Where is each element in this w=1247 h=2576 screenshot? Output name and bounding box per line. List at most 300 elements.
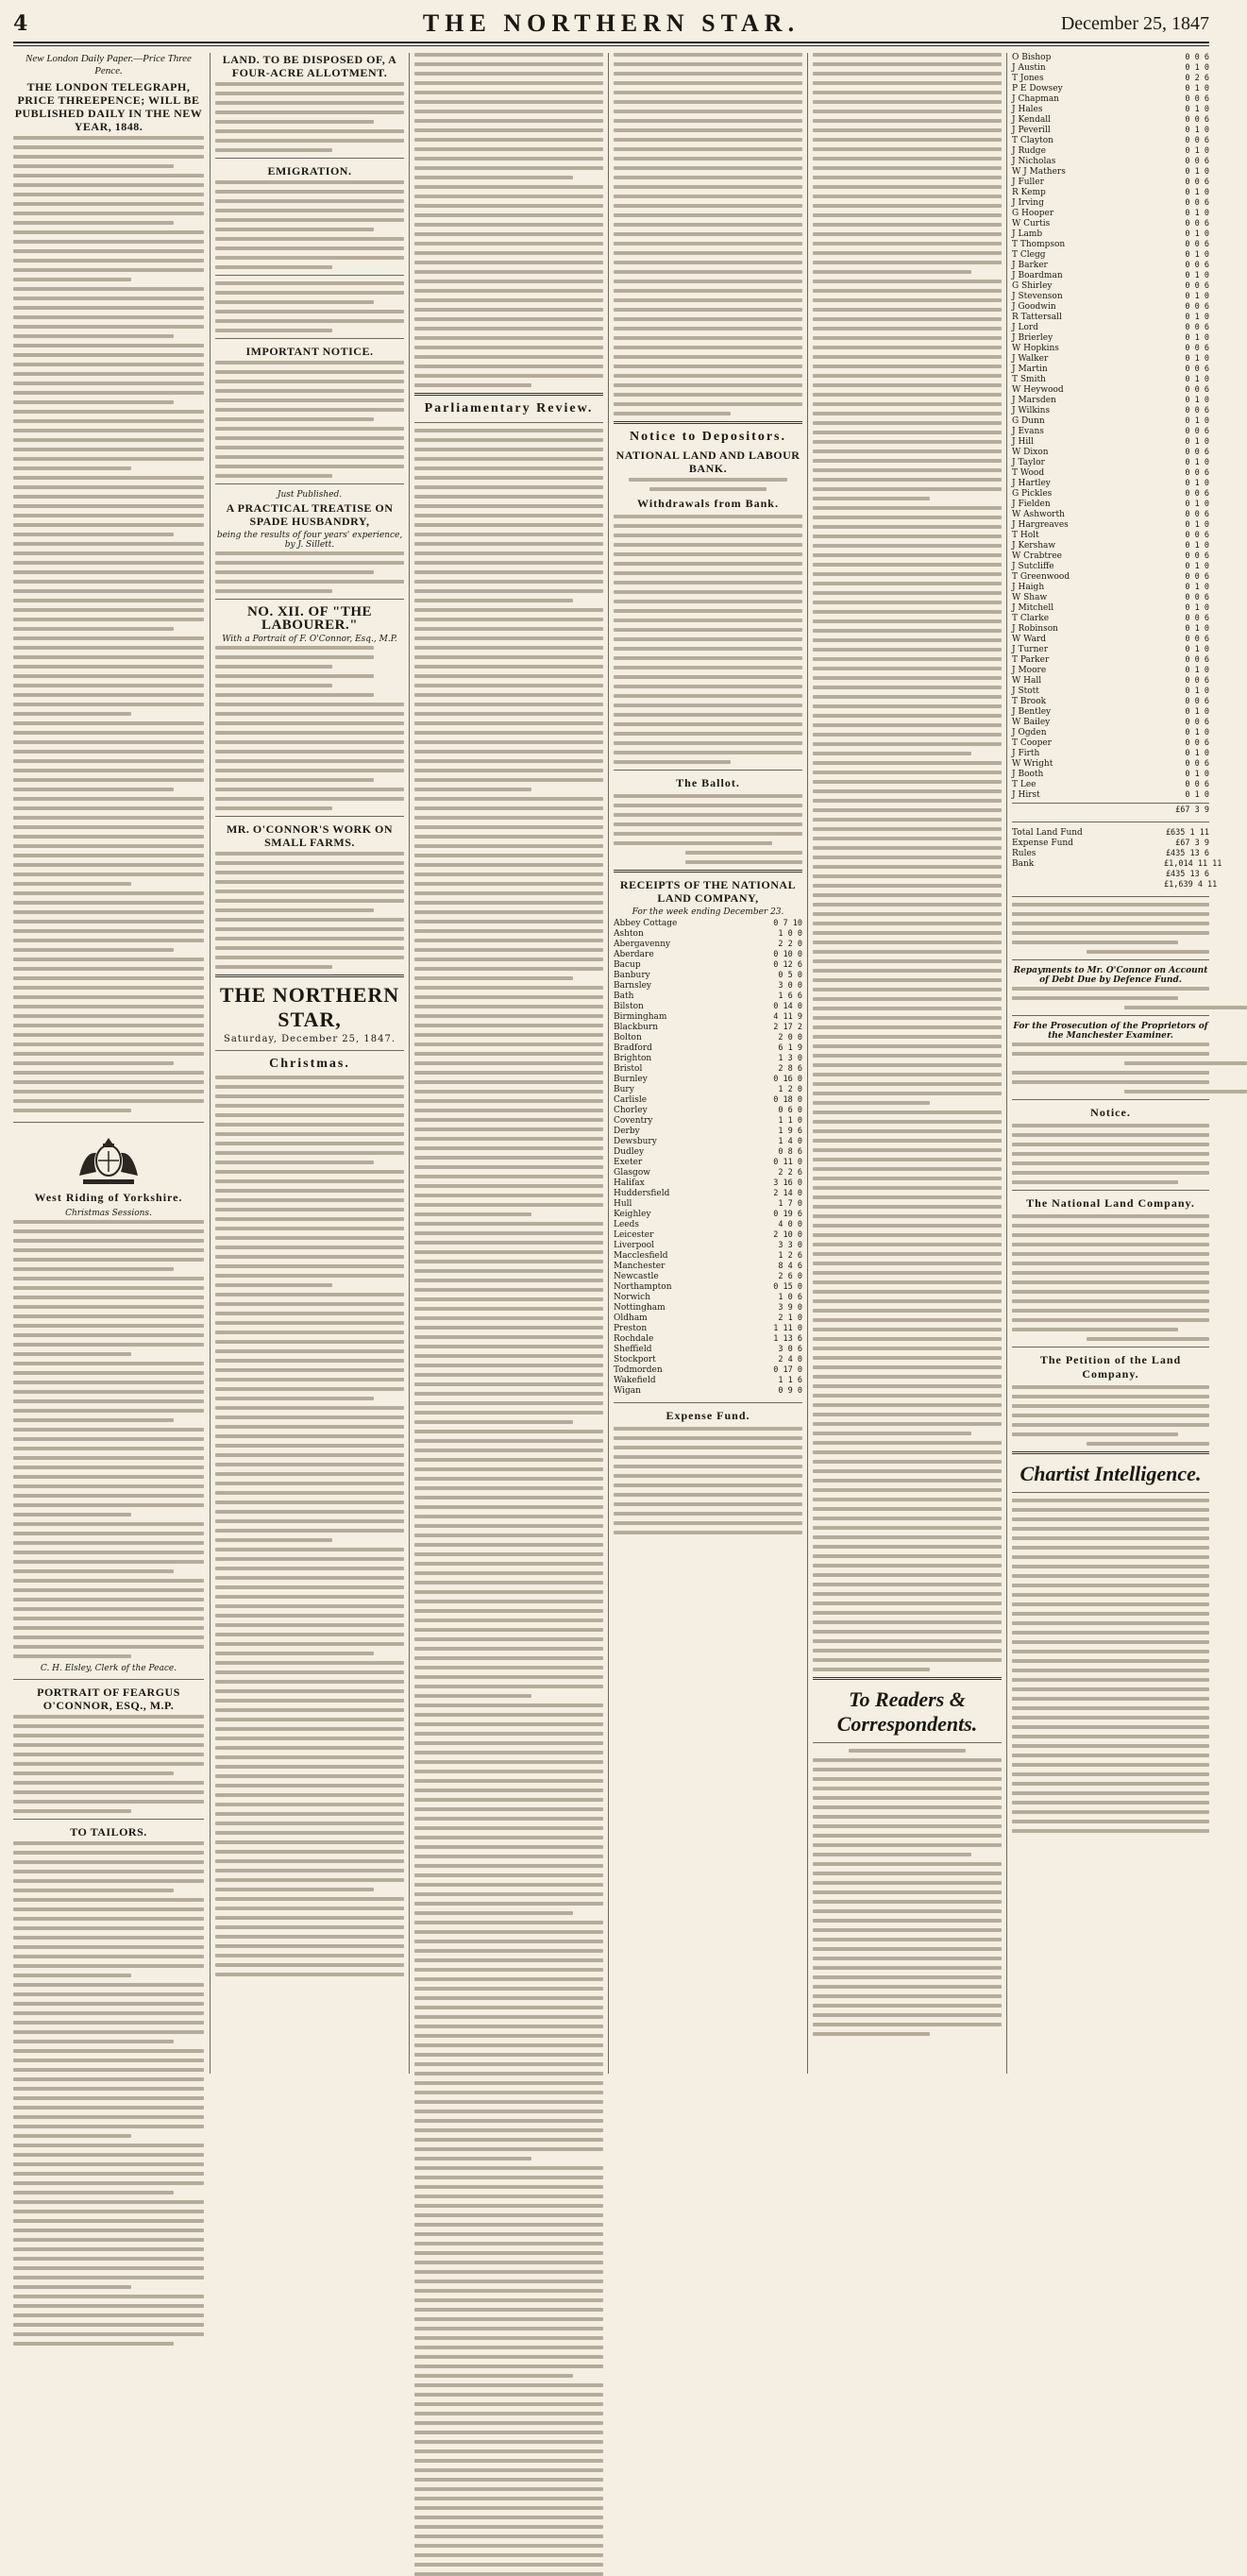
receipt-row (614, 1251, 802, 1262)
ledger-name: Bradford (614, 1043, 652, 1053)
receipt-row (614, 1386, 802, 1397)
ledger-name: Aberdare (614, 950, 654, 959)
ledger-amount: 0 0 6 (1185, 94, 1209, 104)
ledger-name: J Mitchell (1012, 603, 1054, 613)
ledger-amount: 0 1 0 (1185, 167, 1209, 177)
receipt-row (614, 1012, 802, 1023)
ledger-amount: 0 1 0 (1185, 105, 1209, 114)
ledger-name: G Shirley (1012, 281, 1053, 291)
divider (215, 483, 404, 484)
ledger-name: J Hales (1012, 105, 1043, 114)
ledger-amount: 0 0 6 (1185, 697, 1209, 706)
ledger-name: Wigan (614, 1386, 641, 1396)
ledger-name: W Shaw (1012, 593, 1048, 602)
ledger-amount: 0 1 0 (1185, 520, 1209, 530)
ledger-name: W Hall (1012, 676, 1042, 686)
receipt-row (614, 1147, 802, 1158)
ledger-name: W Ward (1012, 635, 1047, 644)
receipt-row (614, 1178, 802, 1189)
leader-paper-title: THE NORTHERN STAR, (219, 983, 400, 1031)
ledger-amount: 0 1 0 (1185, 770, 1209, 779)
ledger-amount: 0 1 0 (1185, 416, 1209, 426)
ledger-name: W Ashworth (1012, 510, 1065, 519)
contribution-row (1012, 780, 1209, 790)
ledger-name: Bacup (614, 960, 641, 970)
ledger-name: Abbey Cottage (614, 919, 678, 928)
ledger-name: Expense Fund (1012, 839, 1073, 848)
contribution-row (1012, 219, 1209, 229)
contribution-row (1012, 302, 1209, 313)
expense-fund-heading: Expense Fund. (666, 1409, 750, 1422)
ledger-name: W Crabtree (1012, 551, 1062, 561)
prosecution-fund-heading: For the Prosecution of the Proprietors of the Manchester Examiner. (1013, 1022, 1208, 1041)
ledger-name: J Taylor (1012, 458, 1045, 467)
contribution-row (1012, 479, 1209, 489)
receipt-row (614, 1023, 802, 1033)
ledger-amount: 0 0 6 (1185, 718, 1209, 727)
tailors-ad-heading: TO TAILORS. (70, 1825, 147, 1839)
sessions-subheading: Christmas Sessions. (65, 1209, 152, 1218)
contribution-row (1012, 427, 1209, 437)
ledger-name: Bilston (614, 1002, 644, 1011)
ledger-amount: 0 0 6 (1185, 157, 1209, 166)
receipt-row (614, 1199, 802, 1210)
ledger-amount: 0 11 0 (773, 1158, 802, 1167)
petition-heading: The Petition of the Land Company. (1039, 1353, 1182, 1381)
receipt-row (614, 1168, 802, 1178)
receipt-row (614, 1106, 802, 1116)
land-fund-total: £67 3 9 (1012, 803, 1209, 816)
summary-row (1012, 839, 1209, 849)
ledger-amount: 2 1 0 (778, 1313, 802, 1323)
spade-husbandry-author: being the results of four years' experience, by J. Sillett. (216, 531, 403, 550)
land-ad-text (215, 82, 404, 152)
ledger-amount: 0 10 0 (773, 950, 802, 959)
contribution-row (1012, 354, 1209, 364)
contribution-row (1012, 759, 1209, 770)
ledger-name: J Nicholas (1012, 157, 1056, 166)
receipt-row (614, 981, 802, 991)
ledger-amount: 0 1 0 (1185, 624, 1209, 634)
contribution-row (1012, 489, 1209, 500)
ledger-amount: 0 0 6 (1185, 323, 1209, 332)
ledger-name: G Dunn (1012, 416, 1045, 426)
contribution-row (1012, 635, 1209, 645)
contribution-row (1012, 375, 1209, 385)
receipt-row (614, 1210, 802, 1220)
contribution-row (1012, 385, 1209, 396)
contribution-row (1012, 313, 1209, 323)
ledger-name: J Fuller (1012, 178, 1044, 187)
contribution-row (1012, 614, 1209, 624)
ledger-name: T Lee (1012, 780, 1036, 789)
ledger-amount: 0 1 0 (1185, 437, 1209, 447)
ledger-name: W J Mathers (1012, 167, 1066, 177)
prosecution-fund-entries (1012, 1042, 1209, 1093)
contribution-row (1012, 572, 1209, 583)
ledger-name: T Cooper (1012, 738, 1052, 748)
ledger-amount: 2 6 0 (778, 1272, 802, 1281)
ledger-amount: 0 0 6 (1185, 427, 1209, 436)
ledger-name: T Thompson (1012, 240, 1066, 249)
ledger-amount: 0 0 6 (1185, 738, 1209, 748)
receipt-row (614, 1043, 802, 1054)
ledger-amount: 0 1 0 (1185, 728, 1209, 737)
contribution-row (1012, 406, 1209, 416)
portrait-ad-heading: PORTRAIT OF FEARGUS O'CONNOR, ESQ., M.P. (37, 1686, 180, 1712)
ledger-amount: 0 0 6 (1185, 240, 1209, 249)
contribution-row (1012, 115, 1209, 126)
ledger-name: Keighley (614, 1210, 651, 1219)
receipt-row (614, 1002, 802, 1012)
ledger-amount: 0 8 6 (778, 1147, 802, 1157)
notice-heading: Notice. (1090, 1106, 1131, 1119)
contribution-row (1012, 229, 1209, 240)
land-company-heading: The National Land Company. (1026, 1196, 1195, 1210)
receipt-row (614, 1262, 802, 1272)
parliamentary-review-heading: Parliamentary Review. (424, 401, 594, 415)
ledger-amount: 0 1 0 (1185, 146, 1209, 156)
divider (215, 338, 404, 339)
contribution-row (1012, 583, 1209, 593)
contribution-row (1012, 146, 1209, 157)
christmas-article-text (215, 1076, 404, 1976)
readers-correspondents-heading: To Readers & Correspondents. (836, 1687, 978, 1736)
ledger-amount: 2 14 0 (773, 1189, 802, 1198)
ledger-amount: 0 0 6 (1185, 635, 1209, 644)
receipt-row (614, 1116, 802, 1127)
ledger-amount: £635 1 11 (1165, 828, 1209, 838)
ledger-amount: 2 4 0 (778, 1355, 802, 1364)
ledger-amount: 0 0 6 (1185, 385, 1209, 395)
ledger-name: Norwich (614, 1293, 651, 1302)
column-1 (13, 53, 204, 2074)
ledger-name: P E Dowsey (1012, 84, 1063, 93)
ledger-name: R Kemp (1012, 188, 1046, 197)
ledger-name: Dudley (614, 1147, 645, 1157)
ledger-amount: 0 0 6 (1185, 780, 1209, 789)
receipt-row (614, 960, 802, 971)
ledger-amount: 3 0 0 (778, 981, 802, 991)
spade-husbandry-heading: A PRACTICAL TREATISE ON SPADE HUSBANDRY, (226, 501, 394, 528)
ledger-amount: 0 7 10 (773, 919, 802, 928)
ledger-name: Banbury (614, 971, 650, 980)
divider (13, 1819, 204, 1820)
ledger-name: J Kendall (1012, 115, 1051, 125)
contribution-row (1012, 458, 1209, 468)
ledger-amount: 3 16 0 (773, 1178, 802, 1188)
ledger-name: T Greenwood (1012, 572, 1070, 582)
contribution-row (1012, 624, 1209, 635)
divider (1012, 1190, 1209, 1191)
ledger-amount: 0 0 6 (1185, 448, 1209, 457)
ledger-amount: 0 1 0 (1185, 645, 1209, 654)
contribution-row (1012, 686, 1209, 697)
leader-continued-text (813, 53, 1002, 1671)
ledger-amount: 0 1 0 (1185, 271, 1209, 280)
contribution-row (1012, 728, 1209, 738)
column-divider (409, 53, 410, 2074)
receipts-subheading: For the week ending December 23. (632, 907, 784, 917)
ledger-amount: 0 12 6 (773, 960, 802, 970)
ledger-name: J Hartley (1012, 479, 1051, 488)
contribution-row (1012, 261, 1209, 271)
divider (1012, 959, 1209, 960)
ledger-amount: 0 1 0 (1185, 707, 1209, 717)
ledger-name: Glasgow (614, 1168, 650, 1178)
double-rule (1012, 1451, 1209, 1454)
ledger-name (1012, 880, 1164, 890)
ledger-amount: 0 0 6 (1185, 759, 1209, 769)
emigration-heading: EMIGRATION. (267, 164, 352, 178)
ledger-name: J Austin (1012, 63, 1046, 73)
ledger-amount: 0 0 6 (1185, 136, 1209, 145)
ledger-name: J Ogden (1012, 728, 1047, 737)
contribution-row (1012, 167, 1209, 178)
contribution-row (1012, 94, 1209, 105)
summary-row (1012, 828, 1209, 839)
contribution-row (1012, 250, 1209, 261)
contribution-row (1012, 562, 1209, 572)
contribution-row (1012, 645, 1209, 655)
ledger-amount: 1 7 0 (778, 1199, 802, 1209)
divider (215, 158, 404, 159)
ledger-name: Stockport (614, 1355, 656, 1364)
ledger-amount: 0 1 0 (1185, 209, 1209, 218)
receipt-row (614, 1189, 802, 1199)
puzzles-ad-text (215, 281, 404, 332)
ledger-name: J Sutcliffe (1012, 562, 1054, 571)
christmas-heading: Christmas. (269, 1057, 350, 1071)
receipt-row (614, 1075, 802, 1085)
divider (215, 275, 404, 276)
ledger-name: W Wright (1012, 759, 1053, 769)
receipt-row (614, 1303, 802, 1313)
ledger-name: J Irving (1012, 198, 1044, 208)
ledger-name: Chorley (614, 1106, 648, 1115)
ledger-name: T Wood (1012, 468, 1045, 478)
ledger-name: J Goodwin (1012, 302, 1056, 312)
divider (813, 1742, 1002, 1743)
ledger-name: J Firth (1012, 749, 1040, 758)
contribution-row (1012, 697, 1209, 707)
double-rule (614, 421, 802, 424)
ledger-name: Barnsley (614, 981, 651, 991)
ledger-name: J Robinson (1012, 624, 1058, 634)
ledger-amount: 0 0 6 (1185, 655, 1209, 665)
ledger-amount: 0 1 0 (1185, 126, 1209, 135)
ledger-name: J Fielden (1012, 500, 1051, 509)
column-divider (608, 53, 609, 2074)
ledger-name: T Parker (1012, 655, 1050, 665)
important-notice-heading: IMPORTANT NOTICE. (245, 345, 374, 358)
receipt-row (614, 1137, 802, 1147)
ledger-amount: 0 0 6 (1185, 178, 1209, 187)
ledger-amount: 0 1 0 (1185, 458, 1209, 467)
contribution-row (1012, 333, 1209, 344)
ledger-amount: 0 1 0 (1185, 686, 1209, 696)
royal-arms-icon (70, 1128, 147, 1187)
receipt-row (614, 1220, 802, 1230)
petition-text (1012, 1385, 1209, 1446)
ledger-amount: 0 1 0 (1185, 541, 1209, 551)
ledger-amount: 8 4 6 (778, 1262, 802, 1271)
ledger-amount: £1,639 4 11 (1164, 880, 1218, 890)
ledger-amount: 0 1 0 (1185, 500, 1209, 509)
ad-body-text (13, 136, 204, 1112)
column-6 (1012, 53, 1222, 2074)
ledger-name: J Booth (1012, 770, 1044, 779)
ledger-name: Macclesfield (614, 1251, 668, 1261)
ledger-amount: 6 1 9 (778, 1043, 802, 1053)
ledger-name: T Clegg (1012, 250, 1046, 260)
ledger-name: J Barker (1012, 261, 1048, 270)
divider (1012, 1015, 1209, 1016)
tailors-ad-text (13, 1841, 204, 2346)
important-notice-text (215, 361, 404, 478)
contribution-row (1012, 603, 1209, 614)
ledger-amount: 1 0 0 (778, 929, 802, 939)
ledger-amount: 0 0 6 (1185, 53, 1209, 62)
receipt-row (614, 1365, 802, 1376)
ledger-name: Oldham (614, 1313, 648, 1323)
contribution-row (1012, 718, 1209, 728)
contribution-row (1012, 416, 1209, 427)
contribution-row (1012, 157, 1209, 167)
expense-fund-entries (614, 1427, 802, 1534)
receipt-row (614, 1345, 802, 1355)
ledger-amount: 0 1 0 (1185, 562, 1209, 571)
contribution-row (1012, 63, 1209, 74)
ledger-amount: 0 0 6 (1185, 364, 1209, 374)
page-number: 4 (13, 11, 28, 36)
sessions-heading: West Riding of Yorkshire. (34, 1191, 183, 1204)
receipt-row (614, 1376, 802, 1386)
masthead-rule (13, 42, 1209, 43)
ledger-amount: 0 14 0 (773, 1002, 802, 1011)
sessions-signature: C. H. Elsley, Clerk of the Peace. (40, 1664, 177, 1673)
contribution-row (1012, 323, 1209, 333)
ledger-name: Brighton (614, 1054, 652, 1063)
divider (1012, 1099, 1209, 1100)
ledger-amount: 2 17 2 (773, 1023, 802, 1032)
summary-row (1012, 849, 1209, 859)
receipt-row (614, 940, 802, 950)
contribution-row (1012, 240, 1209, 250)
contribution-row (1012, 666, 1209, 676)
ledger-amount: 0 0 6 (1185, 198, 1209, 208)
ledger-amount: 3 0 6 (778, 1345, 802, 1354)
receipt-row (614, 929, 802, 940)
emigration-text (215, 180, 404, 269)
column-divider (210, 53, 211, 2074)
receipts-table (614, 919, 802, 1397)
ledger-name (1012, 870, 1164, 880)
summary-row (1012, 880, 1218, 890)
receipt-row (614, 1095, 802, 1106)
ledger-amount: 0 1 0 (1185, 229, 1209, 239)
contribution-row (1012, 738, 1209, 749)
ledger-name: J Lord (1012, 323, 1038, 332)
ledger-name: Coventry (614, 1116, 653, 1126)
ledger-name: Derby (614, 1127, 640, 1136)
double-rule (414, 393, 603, 396)
ledger-name: J Evans (1012, 427, 1044, 436)
receipt-row (614, 1054, 802, 1064)
receipt-row (614, 991, 802, 1002)
ledger-amount: 2 0 0 (778, 1033, 802, 1042)
ad-heading: New London Daily Paper.—Price Three Pence. (25, 53, 192, 76)
ledger-amount: 0 0 6 (1185, 614, 1209, 623)
ledger-amount: 0 1 0 (1185, 666, 1209, 675)
ledger-amount: 1 9 6 (778, 1127, 802, 1136)
christmas-article-continued (414, 53, 603, 387)
land-bank-heading: NATIONAL LAND AND LABOUR BANK. (615, 449, 800, 475)
receipt-row (614, 1085, 802, 1095)
ledger-name: W Hopkins (1012, 344, 1059, 353)
contribution-row (1012, 551, 1209, 562)
ledger-name: J Stott (1012, 686, 1039, 696)
ledger-amount: 0 1 0 (1185, 479, 1209, 488)
land-company-text (1012, 1214, 1209, 1341)
ledger-name: J Kershaw (1012, 541, 1056, 551)
notice-depositors-heading: Notice to Depositors. (629, 430, 787, 444)
ballot-text (614, 794, 802, 864)
ledger-amount: 1 3 0 (778, 1054, 802, 1063)
ledger-amount: 0 6 0 (778, 1106, 802, 1115)
contribution-row (1012, 74, 1209, 84)
ledger-amount: 0 1 0 (1185, 84, 1209, 93)
ledger-name: W Dixon (1012, 448, 1049, 457)
ledger-name: J Marsden (1012, 396, 1056, 405)
ledger-amount: £435 13 6 (1165, 849, 1209, 858)
ledger-name: Todmorden (614, 1365, 663, 1375)
contribution-row (1012, 53, 1209, 63)
ledger-amount: 3 3 0 (778, 1241, 802, 1250)
readers-correspondents-text (813, 1749, 1002, 2036)
ledger-name: Rules (1012, 849, 1036, 858)
receipt-row (614, 1064, 802, 1075)
masthead-rule-thin (13, 45, 1209, 46)
ledger-amount: 0 1 0 (1185, 396, 1209, 405)
receipt-row (614, 1293, 802, 1303)
ledger-name: Huddersfield (614, 1189, 670, 1198)
ledger-amount: £1,014 11 11 (1164, 859, 1222, 869)
receipt-row (614, 971, 802, 981)
contribution-row (1012, 136, 1209, 146)
ledger-amount: £67 3 9 (1175, 839, 1209, 848)
ledger-name: J Hirst (1012, 790, 1040, 800)
ledger-amount: 0 9 0 (778, 1386, 802, 1396)
ledger-name: T Smith (1012, 375, 1046, 384)
receipt-row (614, 1355, 802, 1365)
small-farms-heading: MR. O'CONNOR'S WORK ON SMALL FARMS. (226, 822, 394, 849)
ledger-amount: 0 1 0 (1185, 603, 1209, 613)
review-continued-text (614, 53, 802, 415)
ledger-name: T Clarke (1012, 614, 1050, 623)
summary-row (1012, 870, 1209, 880)
receipt-row (614, 950, 802, 960)
column-4 (614, 53, 802, 2074)
chartist-intelligence-heading: Chartist Intelligence. (1020, 1462, 1202, 1485)
divider (614, 770, 802, 771)
contribution-row (1012, 198, 1209, 209)
ledger-name: Dewsbury (614, 1137, 657, 1146)
advertisement-telegraph (13, 53, 204, 1112)
ledger-amount: 2 8 6 (778, 1064, 802, 1074)
just-published-label: Just Published. (277, 490, 343, 500)
ledger-amount: 0 0 6 (1185, 302, 1209, 312)
